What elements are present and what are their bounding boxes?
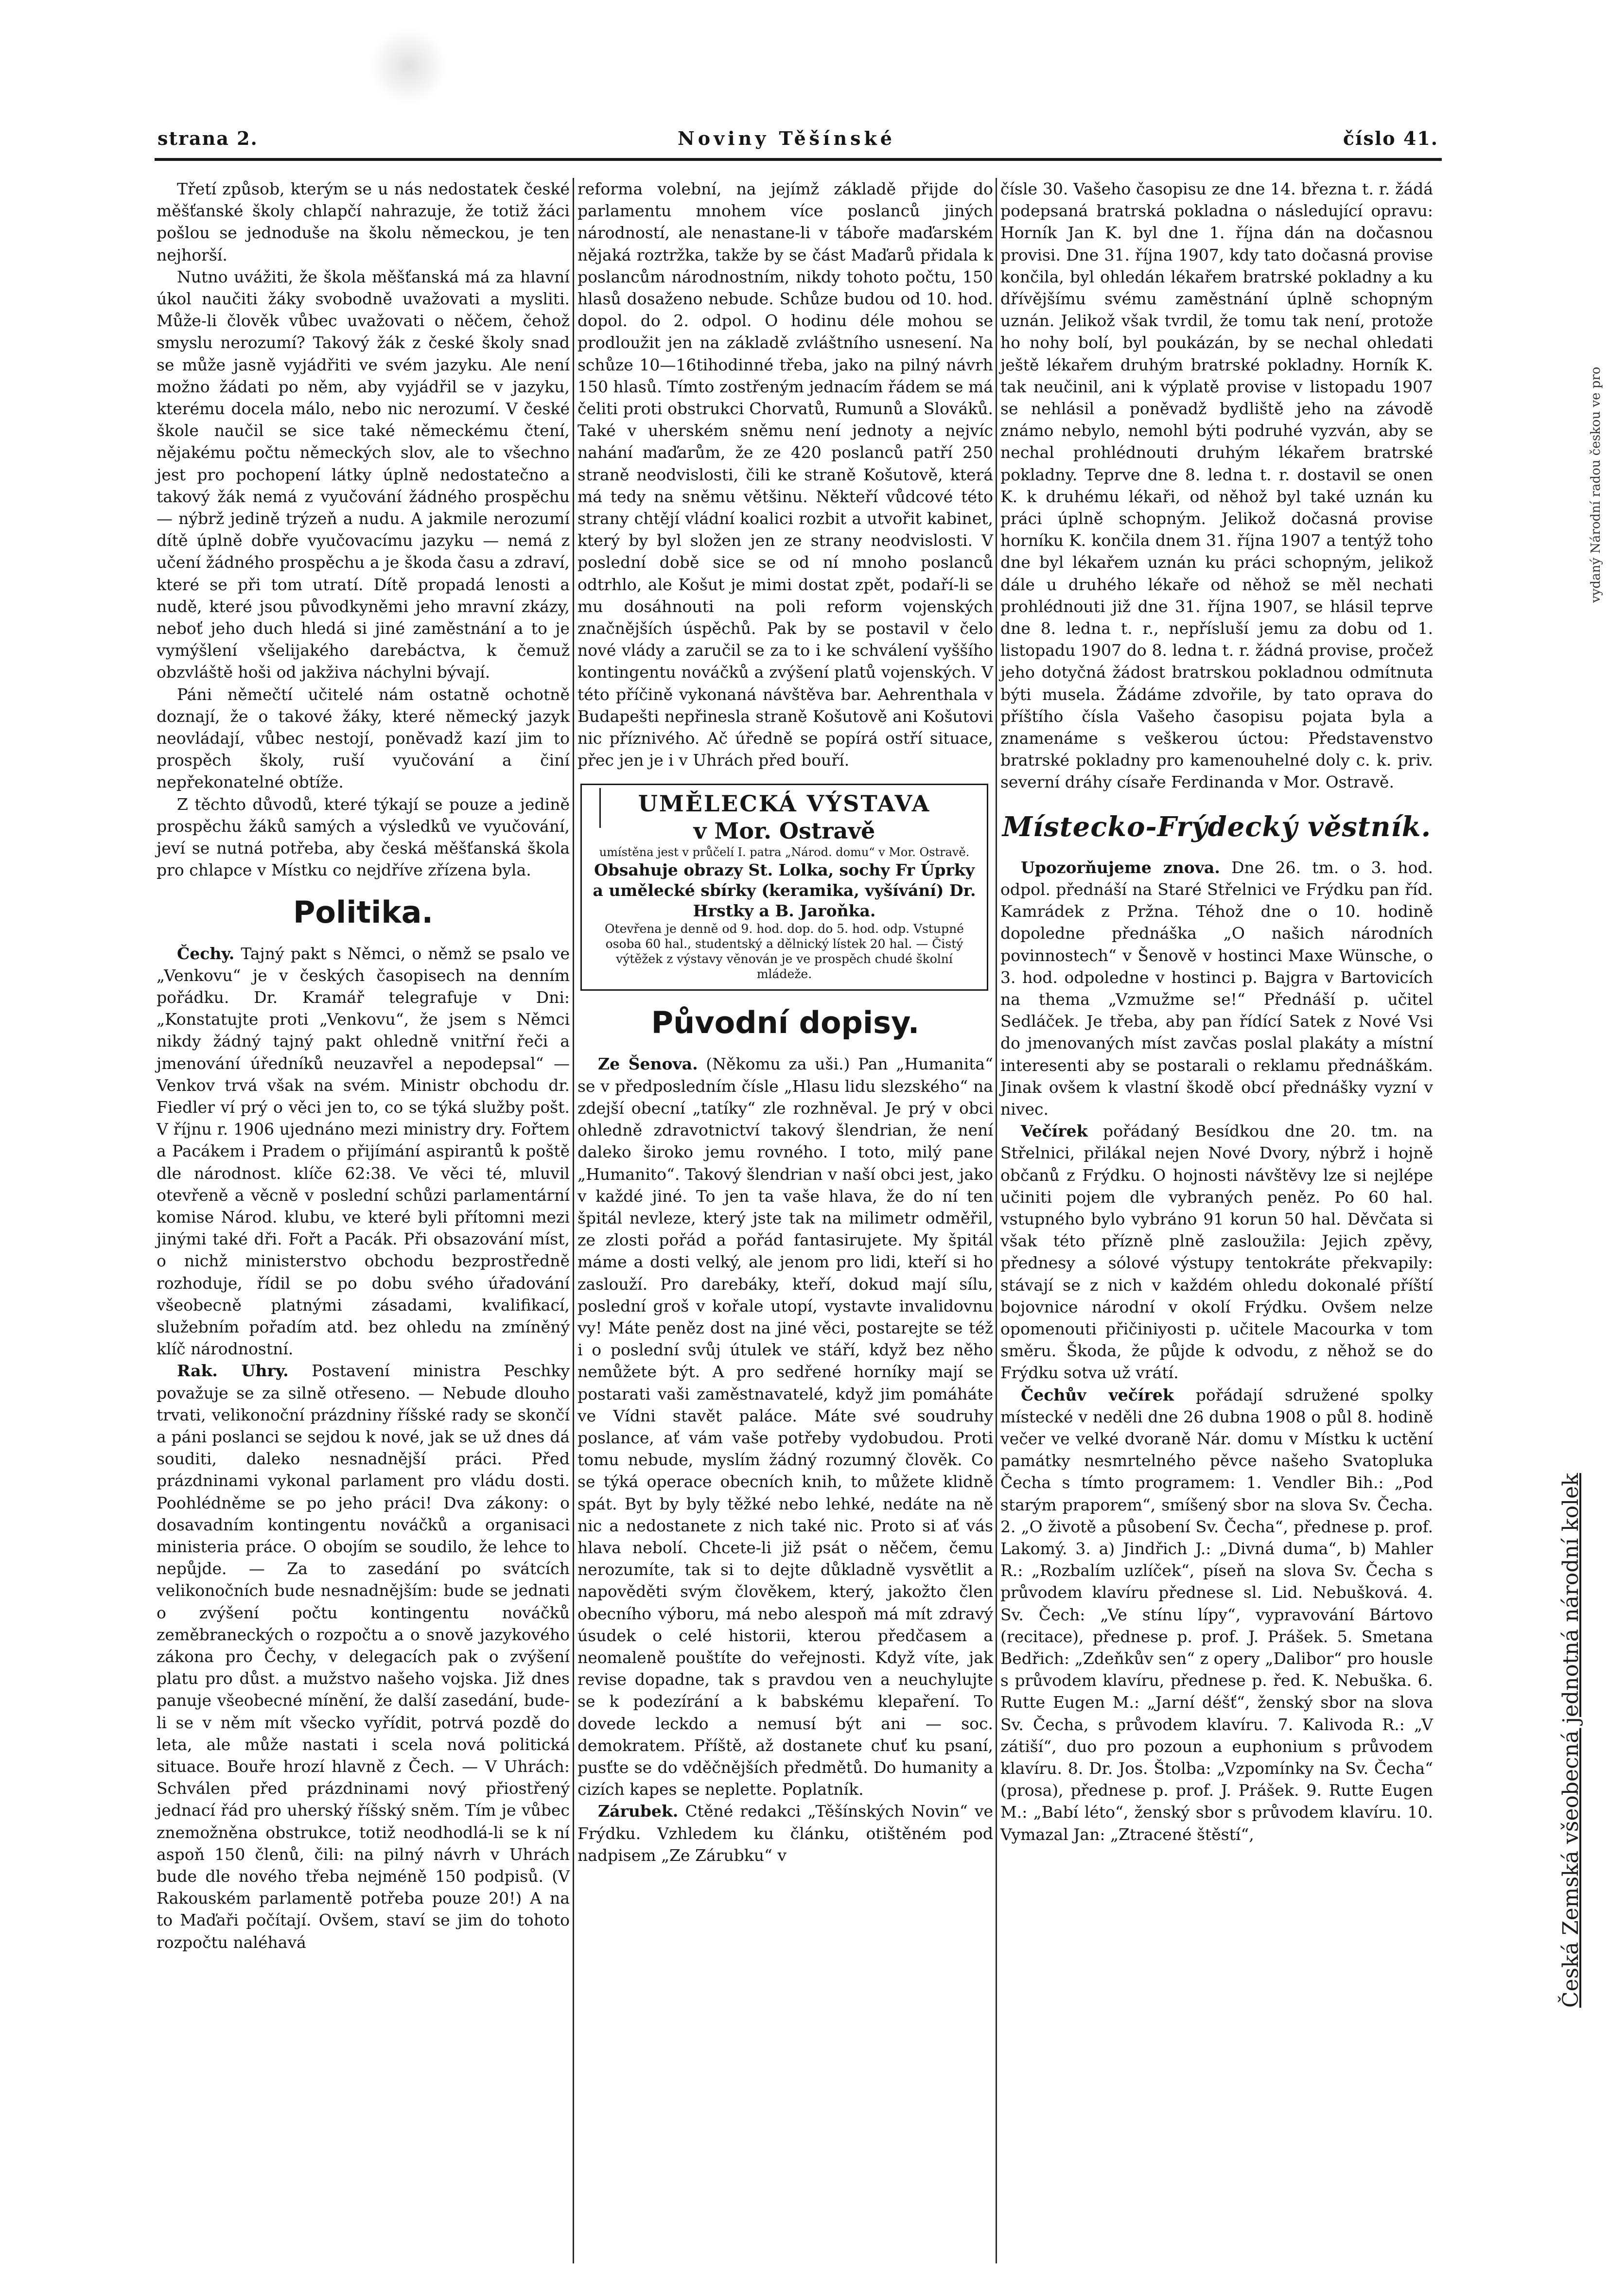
header-rule	[155, 158, 1442, 161]
letter-text: Ctěné redakci „Těšínských Novin“ ve Frýdku. Vzhledem ku článku, otištěném pod nadpisem „Ze Zárubku“ v	[577, 1802, 993, 1865]
letter-text: (Někomu za uši.) Pan „Humanita“ se v předposledním čísle „Hlasu lidu slezského“ na zdejší obecní „tatíky“ zle rozhněval. Je prý v obci ohledně zdravotnictví takový šlendrian, že není daleko široko jemu rovného. I toto, milý pane „Humanito“. Takový šlendrian v naší obci jest, jako v každé jiné. To jen ta vaše hlava, že do ní ten špitál nevleze, který jste tak na milimetr odměřil, ze zlosti pořád a pořád fantasirujete. My špitál máme a dosti velký, ale jenom pro lidi, kteří si ho zaslouží. Pro darebáky, kteří, dokud mají sílu, poslední groš v kořale utopí, vystavte invalidovnu vy! Máte peněz dost na jiné věci, postarejte se též i o poslední svůj útulek ve stáří, když bez něho nemůžete být. A pro sedřené horníky mají se postarati vaši zaměstnavatelé, když jim pomáháte ve Vídni stavět paláce. Máte své soudruhy poslance, ať vám vaše potřeby vydobudou. Proti tomu nebude, myslím žádný rozumný člověk. Co se týká operace obecních knih, to můžete klidně spát. Byt by byly těžké nebo lehké, nedáte na ně nic a nedostanete z nich také nic. Proto si ať vás hlava nebolí. Chcete-li již psát o něčem, čemu nerozumíte, tak si to dejte důkladně vysvětlit a napověděti svým člověkem, který, jakožto člen obecního výboru, má nebo alespoň má mít zdravý úsudek o celé historii, kterou předčasem a neomaleně pouštíte do veřejnosti. Když víte, jak revise dopadne, tak s pravdou ven a neuchylujte se k podezírání a k babskému klepaření. To dovede leckdo a nemusí být ani — soc. demokratem. Příště, až dostanete chuť ku psaní, pusťte se do vděčnějších předmětů. Do humanity a cizích kapes se neplette. Poplatník.	[577, 1054, 993, 1799]
article-paragraph: Nutno uvážiti, že škola měšťanská má za hlavní úkol naučiti žáky svobodně uvažovati a mysliti. Může-li člověk vůbec uvažovati o něčem, čehož smyslu nerozumí? Takový žák z české školy snad se může jasně vyjádřiti ve svém jazyku. Ale není možno žádati po něm, aby vyjádřil se v jazyku, kterému docela málo, nebo nic nerozumí. V české škole naučil se sice také německému čtení, nějakému počtu německých slov, ale to všechno jest pro pochopení látky úplně nedostatečno a takový žák nemá z vyučování žádného prospěchu — nýbrž jedině trýzeň a nudu. A jakmile nerozumí dítě úplně dobře vyučovacímu jazyku — nemá z učení žádného prospěchu a je škoda času a zdraví, které se při tom utratí. Dítě propadá lenosti a nudě, které jsou původkyněmi jeho mravní zkázy, neboť jeho duch hledá si jiné zaměstnání a to je vymýšlení všelijakého darebáctva, k čemuž obzvláště hoši od jakživa náchylni bývají.	[157, 267, 570, 682]
letter-senov	[577, 1053, 993, 1800]
ad-location: umístěna jest v průčelí I. patra „Národ. domu“ v Mor. Ostravě.	[599, 845, 970, 859]
margin-stamp-text: Česká Zemská všeobecná jednotná národní kolek	[1558, 1473, 1583, 2008]
letter-lead: Zárubek.	[598, 1802, 679, 1821]
news-item	[1000, 857, 1433, 1120]
article-paragraph: Z těchto důvodů, které týkají se pouze a jedině prospěchu žáků samých a výsledků ve vyučování, jeví se nutná potřeba, aby česká měšťanská škola pro chlapce v Místku co nejdříve zřízena byla.	[157, 794, 570, 880]
section-heading-politika: Politika.	[293, 894, 434, 930]
article-paragraph: reforma volební, na jejímž základě přijde do parlamentu mnohem více poslanců jiných národností, ale nenastane-li v táboře maďarském nějaká roztržka, takže by se část Maďarů přidala k poslancům národnostním, nikdy tohoto počtu, 150 hlasů dosaženo nebude. Schůze budou od 10. hod. dopol. do 2. odpol. O hodinu déle mohou se prodloužit jen na základě zvláštního usnesení. Na schůze 10—16tihodinné třeba, jako na pilný návrh 150 hlasů. Tímto zostřeným jednacím řádem se má čeliti proti obstrukci Chorvatů, Rumunů a Slováků. Také v uherském sněmu není jednoty a nejvíc nahání maďarům, že ze 420 poslanců patří 250 straně neodvislosti, čili ke straně Košutově, která má tedy na sněmu většinu. Někteří vůdcové této strany chtějí vládní koalici rozbit a utvořit kabinet, který by byl složen jen ze strany neodvislosti. V poslední době sice se od ní mnoho poslanců odtrhlo, ale Košut je mimi dostat zpět, podaří-li se mu dosáhnouti na poli reform vojenských značnějších úspěchů. Pak by se postavil v čelo nové vlády a zaručil se za to i ke schválení vyššího kontingentu nováčků a zvýšení platů vojenských. V této příčině vykonaná návštěva bar. Aehrenthala v Budapešti nepřinesla straně Košutově ani Košutovi nic příznivého. Ač úředně se popírá ostří situace, přec jen je i v Uhrách před bouří.	[577, 179, 993, 770]
ad-title: UMĚLECKÁ VÝSTAVA	[638, 790, 931, 817]
column-divider-1	[573, 178, 574, 2263]
article-paragraph: Páni němečtí učitelé nám ostatně ochotně doznají, že o takové žáky, které německý jazyk neovládají, vůbec nestojí, poněvadž kazí jim to prospěch školy, ruší vyučování a činí nepřekonatelné obtíže.	[157, 684, 570, 792]
margin-stamp-small-text: vydaný Národní radou českou ve pro	[1589, 367, 1603, 603]
section-heading-vestnik: Místecko-Frýdecký věstník.	[1002, 810, 1432, 843]
news-item-lead: Upozorňujeme znova.	[1021, 858, 1220, 877]
news-item-text: pořádaný Besídkou dne 20. tm. na Střelnici, přilákal nejen Nové Dvory, nýbrž i hojně občanů z Frýdku. O hojnosti návštěvy lze si nejlépe učiniti pojem dle vybraných peněz. Po 60 hal. vstupného bylo vybráno 91 korun 50 hal. Děvčata si však této přízně plně zasloužila: Jejich zpěvy, přednesy a sólové výstupy tentokráte překvapily: stávají se z nich v každém ohledu dokonalé příští bojovnice národní v okolí Frýdku. Ovšem nelze opomenouti přičiniyosti p. učitele Macourka v tom směru. Škoda, že půjde k odvodu, z něhož se do Frýdku sotva už vrátí.	[1000, 1122, 1433, 1383]
ad-footer: Otevřena je denně od 9. hod. dop. do 5. hod. odp. Vstupné osoba 60 hal., studentský a dělnický lístek 20 hal. — Čistý výtěžek z výstavy věnován je ve prospěch chudé školní mládeže.	[605, 922, 964, 981]
news-item-cechy	[157, 943, 570, 1360]
article-paragraph: čísle 30. Vašeho časopisu ze dne 14. března t. r. žádá podepsaná bratrská pokladna o následující opravu: Horník Jan K. byl dne 1. října dán na dočasnou provisi. Dne 31. října 1907, kdy tato dočasná provise končila, byl ohledán lékařem bratrské pokladny a ku dřívějšímu svému zaměstnání úplně schopným uznán. Jelikož však tvrdil, že tomu tak není, protože ho nohy bolí, byl poukázán, by se nechal ohledati ještě lékařem druhým bratrské pokladny. Horník K. tak neučinil, ani k výplatě provise v listopadu 1907 se nehlásil a poněvadž bydliště jeho na závodě známo nebylo, nemohl býti podruhé vyzván, aby se nechal prohlédnouti druhým lékařem bratrské pokladny. Teprve dne 8. ledna t. r. dostavil se onen K. k druhému lékaři, od něhož byl také uznán ku práci úplně schopným. Jelikož dočasná provise horníku K. končila dnem 31. října 1907 a tentýž toho dne byl lékařem uznán ku práci schopným, jelikož dále u druhého lékaře od něhož se měl nechati prohlédnouti již dne 31. října 1907, se hlásil teprve dne 8. ledna t. r., nepřísluší jemu za dobu od 1. listopadu 1907 do 8. ledna t. r. žádná provise, pročež jeho dotyčná žádost bratrskou pokladnou odmítnuta býti musela. Žádáme zdvořile, by tato oprava do příštího čísla Vašeho časopisu pojata byla a znamenáme s veškerou úctou: Představenstvo bratrské pokladny pro kamenouhelné doly c. k. priv. severní dráhy císaře Ferdinanda v Mor. Ostravě.	[1000, 179, 1433, 792]
newspaper-title: Noviny Těšínské	[678, 127, 895, 149]
column-1	[157, 178, 570, 2278]
news-item-text: pořádají sdružené spolky místecké v neděli dne 26 dubna 1908 o půl 8. hodině večer ve velké dvoraně Nár. domu v Místku k uctění památky nesmrtelného pěvce našeho Svatopluka Čecha s tímto programem: 1. Vendler Bih.: „Pod starým praporem“, smíšený sbor na slova Sv. Čecha. 2. „O životě a působení Sv. Čecha“, přednese p. prof. Lakomý. 3. a) Jindřich J.: „Divná duma“, b) Mahler R.: „Rozbalím uzlíček“, píseň na slova Sv. Čecha s průvodem klavíru přednese sl. Lid. Nebušková. 4. Sv. Čech: „Ve stínu lípy“, vypravování Bártovo (recitace), přednese p. prof. J. Prášek. 5. Smetana Bedřich: „Zdeňkův sen“ z opery „Dalibor“ pro housle s průvodem klavíru, přednese p. řed. K. Nebuška. 6. Rutte Eugen M.: „Jarní déšť“, ženský sbor na slova Sv. Čecha, s průvodem klavíru. 7. Kalivoda R.: „V zátiší“, duo pro pozoun a euphonium s průvodem klavíru. 8. Dr. Jos. Štolba: „Vzpomínky na Sv. Čecha“ (prosa), přednese p. prof. J. Prášek. 9. Rutte Eugen M.: „Babí léto“, ženský sbor s průvodem klavíru. 10. Vymazal Jan: „Ztracené štěstí“,	[1000, 1385, 1433, 1844]
news-item-text: Postavení ministra Peschky považuje se za silně otřeseno. — Nebude dlouho trvati, velikonoční prázdniny říšské rady se skončí a páni poslanci se sejdou k nové, jak se už dnes dá souditi, daleko nesnadnější práci. Před prázdninami vykonal parlament pro vládu dosti. Poohlédněme se po jeho práci! Dva zákony: o dosavadním kontingentu nováčků a organisaci ministeria práce. O obojím se soudilo, že lehce to nepůjde. — Za to zasedání po svátcích velikonočních bude nesnadnějším: bude se jednati o zvýšení počtu kontingentu nováčků zeměbraneckých o rozpočtu a o snově jazykového zákona pro Čechy, v delegacích pak o zvýšení platu pro důst. a mužstvo našeho vojska. Již dnes panuje všeobecné mínění, že další zasedání, bude-li se v něm mít všecko vyřídit, potrvá pozdě do leta, ale může nastati i scela nová politická situace. Bouře hrozí hlavně z Čech. — V Uhrách: Schválen před prázdninami nový přiostřený jednací řád pro uherský říšský sněm. Tím je vůbec znemožněna obstrukce, totiž neodhodlá-li se k ní aspoň 150 členů, čili: na pilný návrh v Uhrách bude dle nového třeba nejméně 150 podpisů. (V Rakouském parlamentě potřeba pouze 20!) A na to Maďaři počítají. Ovšem, staví se jim do tohoto rozpočtu naléhavá	[157, 1361, 570, 1952]
news-item-lead: Čechův večírek	[1021, 1385, 1174, 1404]
news-item	[1000, 1120, 1433, 1384]
column-divider-2	[996, 178, 997, 2263]
page-header	[157, 127, 1438, 157]
article-paragraph: Třetí způsob, kterým se u nás nedostatek české měšťanské školy chlapčí nahrazuje, že totiž žáci pošlou se jednoduše na školu německou, je ten nejhorší.	[157, 179, 570, 264]
ad-subtitle: v Mor. Ostravě	[693, 818, 875, 844]
letter-lead: Ze Šenova.	[598, 1054, 698, 1074]
section-heading-puvodni-dopisy: Původní dopisy.	[651, 1005, 920, 1041]
ad-body: Obsahuje obrazy St. Lolka, sochy Fr Úprky a umělecké sbírky (keramika, vyšívání) Dr. Hrstky a B. Jaroňka.	[593, 860, 976, 921]
exhibition-advertisement	[580, 784, 988, 991]
issue-number: číslo 41.	[1343, 127, 1438, 149]
letter-zarubek	[577, 1800, 993, 1866]
news-item-text: Dne 26. tm. o 3. hod. odpol. přednáší na Staré Střelnici ve Frýdku pan říd. Kamrádek z Pržna. Téhož dne o 10. hodině dopoledne přednáška „O našich národních povinnostech“ v Šenově v hostinci Maxe Wünsche, o 3. hod. odpoledne v hostinci p. Bajgra v Bartovicích na thema „Vzmužme se!“ Přednáší p. učitel Sedláček. Je třeba, aby pan řídící Satek z Nové Vsi do jmenovaných míst zavčas poslal plakáty a místní interesenti aby se postarali o reklamu přednáškám. Jinak ovšem k vlastní škodě obcí přednášky vyzní v nivec.	[1000, 858, 1433, 1119]
news-item-uhry	[157, 1360, 570, 1953]
news-item-lead: Večírek	[1021, 1122, 1088, 1141]
news-item-lead: Čechy.	[177, 944, 235, 963]
news-item-text: Tajný pakt s Němci, o němž se psalo ve „Venkovu“ je v českých časopisech na denním pořádku. Dr. Kramář telegrafuje v Dni: „Konstatujte proti „Venkovu“, že jsem s Němci nikdy žádný tajný pakt ohledně vnitřní řeči a jmenování úředníků neuzavřel a nepodepsal“ — Venkov trvá však na svém. Ministr obchodu dr. Fiedler ví prý o věci jen to, co se týká služby pošt. V říjnu r. 1906 ujednáno mezi ministry dry. Fořtem a Pacákem i Pradem o přijímání aspirantů k poště dle národnost. klíče 62:38. Ve věci té, mluvil otevřeně a věcně v poslední schůzi parlamentární komise Národ. klubu, ve které byli přítomni mezi jinými také dři. Fořt a Pacák. Při obsazování míst, o nichž ministerstvo obchodu bezprostředně rozhoduje, řídil se po dobu svého úřadování všeobecně platnými zásadami, kvalifikací, služebním pořadím atd. bez ohledu na zmíněný klíč národnostní.	[157, 944, 570, 1359]
column-2	[577, 178, 993, 2278]
column-3	[1000, 178, 1433, 2278]
page-number: strana 2.	[157, 127, 258, 149]
news-item	[1000, 1384, 1433, 1845]
scan-smudge	[369, 27, 447, 105]
news-item-lead: Rak. Uhry.	[177, 1361, 289, 1381]
